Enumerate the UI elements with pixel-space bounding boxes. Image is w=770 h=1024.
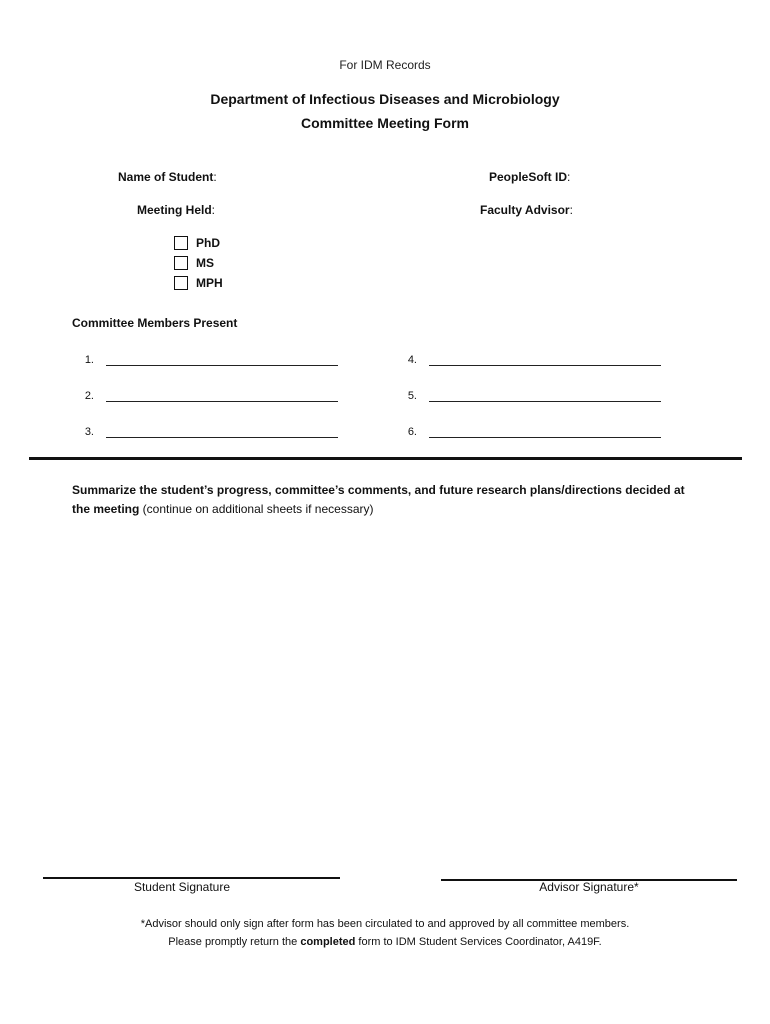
- name-of-student-label: [118, 170, 217, 184]
- degree-option-mph[interactable]: [174, 274, 223, 292]
- member-blank-line[interactable]: [106, 355, 338, 366]
- summary-writing-area[interactable]: [72, 530, 712, 860]
- member-number: 2.: [84, 390, 94, 402]
- mph-label: MPH: [196, 276, 223, 290]
- advisor-footnote: *Advisor should only sign after form has been circulated to and approved by all committee members.: [140, 918, 630, 930]
- form-title-department: Department of Infectious Diseases and Microbiology: [210, 91, 560, 107]
- form-title: Committee Meeting Form: [300, 115, 469, 131]
- return-suffix: form to IDM Student Services Coordinator, A419F.: [355, 936, 602, 948]
- ms-checkbox[interactable]: [174, 256, 188, 270]
- meeting-held-label: [137, 203, 215, 217]
- colon: :: [569, 203, 573, 217]
- peoplesoft-id-label: [489, 170, 570, 184]
- member-blank-line[interactable]: [106, 427, 338, 438]
- phd-checkbox[interactable]: [174, 236, 188, 250]
- member-number: 6.: [407, 426, 417, 438]
- member-blank-line[interactable]: [429, 391, 661, 402]
- return-prefix: Please promptly return the: [168, 936, 301, 948]
- committee-members-heading: Committee Members Present: [72, 316, 238, 330]
- member-blank-line[interactable]: [429, 427, 661, 438]
- faculty-advisor-label: [480, 203, 573, 217]
- section-divider: [29, 457, 742, 460]
- member-blank-line[interactable]: [429, 355, 661, 366]
- records-label: For IDM Records: [339, 58, 431, 72]
- student-signature-line[interactable]: [43, 877, 340, 879]
- student-signature-label: Student Signature: [133, 880, 231, 894]
- committee-member-line[interactable]: [395, 390, 661, 402]
- committee-member-line[interactable]: [395, 354, 661, 366]
- colon: :: [211, 203, 216, 217]
- colon: :: [567, 170, 571, 184]
- advisor-signature-label: Advisor Signature*: [539, 880, 639, 894]
- summary-bold-text: Summarize the student’s progress, committee’s comments, and future research plans/directions decided at: [72, 483, 685, 497]
- summary-note: (continue on additional sheets if necessary): [139, 502, 374, 516]
- member-number: 1.: [84, 354, 94, 366]
- peoplesoft-id-text: PeopleSoft ID: [489, 170, 568, 184]
- faculty-advisor-text: Faculty Advisor: [480, 203, 570, 217]
- member-number: 5.: [407, 390, 417, 402]
- committee-member-line[interactable]: [72, 354, 338, 366]
- return-bold: completed: [300, 936, 356, 948]
- summary-instructions: [72, 481, 712, 519]
- phd-label: PhD: [196, 236, 220, 250]
- meeting-held-text: Meeting Held: [137, 203, 212, 217]
- degree-option-ms[interactable]: [174, 254, 214, 272]
- name-of-student-text: Name of Student: [118, 170, 214, 184]
- mph-checkbox[interactable]: [174, 276, 188, 290]
- member-number: 4.: [407, 354, 417, 366]
- ms-label: MS: [196, 256, 214, 270]
- committee-member-line[interactable]: [72, 390, 338, 402]
- committee-member-line[interactable]: [395, 426, 661, 438]
- committee-member-line[interactable]: [72, 426, 338, 438]
- member-blank-line[interactable]: [106, 391, 338, 402]
- return-instructions: [0, 936, 770, 948]
- colon: :: [213, 170, 217, 184]
- summary-bold-text-end: the meeting: [72, 502, 140, 516]
- member-number: 3.: [84, 426, 94, 438]
- degree-option-phd[interactable]: [174, 234, 220, 252]
